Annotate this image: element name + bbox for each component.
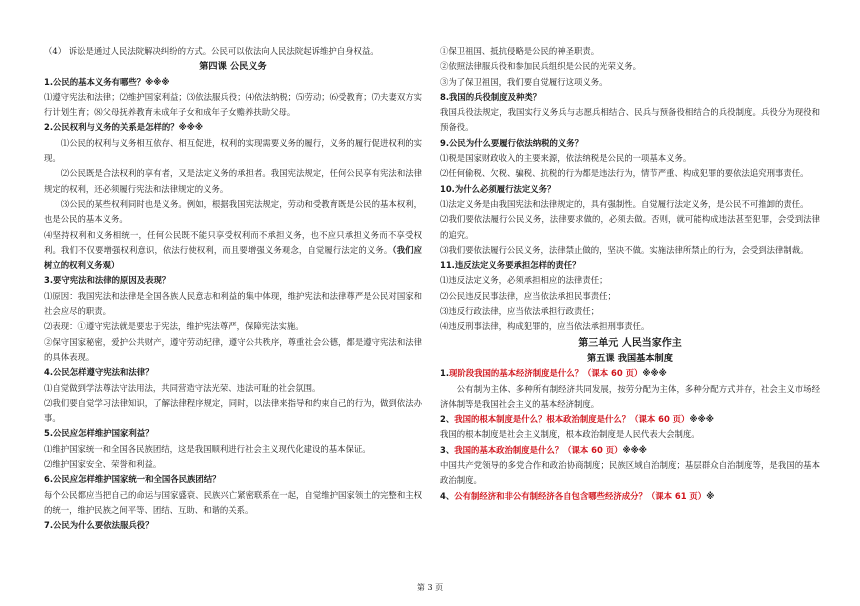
paragraph-text: 我国的根本制度是社会主义制度，根本政治制度是人民代表大会制度。 <box>440 429 700 440</box>
paragraph <box>440 273 820 288</box>
question-number: 3、 <box>440 444 455 455</box>
section-heading: 第四课 公民义务 <box>199 61 267 73</box>
paragraph-text: ⑴遵守宪法和法律；⑵维护国家利益；⑶依法服兵役；⑷依法纳税；⑸劳动；⑹受教育；⑺夫妻双方实行计划生育；⑻父母抚养教育未成年子女和成年子女赡养扶助父母。 <box>44 91 422 118</box>
paragraph-text: ⑵任何偷税、欠税、骗税、抗税的行为都是违法行为，情节严重、构成犯罪的要依法追究刑事责任。 <box>440 168 809 179</box>
paragraph-text: ⑵我们要自觉学习法律知识，了解法律程序规定，同时，以法律来指导和约束自己的行为，做到依法办事。 <box>44 397 422 424</box>
importance-stars: ※※※ <box>689 414 714 425</box>
key-question <box>440 412 820 427</box>
paragraph <box>440 75 820 90</box>
importance-stars: ※※※ <box>622 444 647 455</box>
paragraph <box>44 44 422 59</box>
paragraph <box>44 488 422 519</box>
paragraph <box>440 212 820 243</box>
paragraph-text: （4） 诉讼是通过人民法院解决纠纷的方式。公民可以依法向人民法院起诉维护自身权益。 <box>44 46 379 56</box>
paragraph-text: ⑴原因：我国宪法和法律是全国各族人民意志和利益的集中体现，维护宪法和法律尊严是公民对国家和社会应尽的职责。 <box>44 290 422 317</box>
paragraph <box>440 427 820 442</box>
paragraph <box>440 304 820 319</box>
question-heading: 4.公民怎样遵守宪法和法律？ <box>44 367 154 378</box>
paragraph <box>44 166 422 197</box>
paragraph <box>44 228 422 274</box>
importance-stars: ※※※ <box>642 368 667 379</box>
paragraph-text: ⑴违反法定义务，必须承担相应的法律责任； <box>440 275 608 286</box>
paragraph-text: ⑶违反行政法律，应当依法承担行政责任； <box>440 306 600 317</box>
question-heading: 7.公民为什么要依法服兵役？ <box>44 520 154 531</box>
question-heading: 5.公民应怎样维护国家利益？ <box>44 428 154 439</box>
page-number: 第 3 页 <box>416 583 444 592</box>
paragraph <box>44 457 422 472</box>
question-heading: 9.公民为什么要履行依法纳税的义务？ <box>440 137 584 148</box>
paragraph-text: ⑴自觉做到学法尊法守法用法，共同营造守法光荣、违法可耻的社会氛围。 <box>44 382 321 393</box>
question-number: 4、 <box>440 490 455 501</box>
paragraph-text: ③为了保卫祖国，我们要自觉履行这项义务。 <box>440 76 608 87</box>
unit-heading: 第三单元 人民当家作主 <box>578 337 682 349</box>
paragraph <box>440 458 820 489</box>
paragraph-text: 每个公民都应当把自己的命运与国家盛衰、民族兴亡紧密联系在一起，自觉维护国家领土的完整和主权的统一，维护民族之间平等、团结、互助、和谐的关系。 <box>44 489 422 515</box>
paragraph-text: ⑴税是国家财政收入的主要来源，依法纳税是公民的一项基本义务。 <box>440 153 692 164</box>
paragraph-text: 我国兵役法规定，我国实行义务兵与志愿兵相结合、民兵与预备役相结合的兵役制度。兵役分为现役和预备役。 <box>440 107 820 133</box>
paragraph-text: ⑶我们要依法履行公民义务，法律禁止做的，坚决不做。实施法律所禁止的行为，会受到法律制裁。 <box>440 244 809 255</box>
paragraph-text: ②依照法律服兵役和参加民兵组织是公民的光荣义务。 <box>440 61 641 72</box>
paragraph <box>440 382 820 413</box>
paragraph-text: 公有制为主体、多种所有制经济共同发展，按劳分配为主体，多种分配方式并存，社会主义市场经济体制等是我国社会主义的基本经济制度。 <box>440 383 820 409</box>
question-text: 公有制经济和非公有制经济各自包含哪些经济成分？（课本 61 页） <box>454 490 707 501</box>
paragraph <box>44 381 422 396</box>
paragraph <box>44 396 422 427</box>
question-number: 1. <box>440 368 450 379</box>
paragraph <box>44 136 422 167</box>
paragraph <box>440 319 820 334</box>
paragraph-text: ⑵表现：①遵守宪法就是要忠于宪法，维护宪法尊严，保障宪法实施。 <box>44 321 304 332</box>
paragraph-text: ⑷坚持权利和义务相统一，任何公民既不能只享受权利而不承担义务，也不应只承担义务而不享受权利。我们不仅要增强权利意识，依法行使权利，而且要增强义务观念，自觉履行法定的义务。 <box>44 229 422 255</box>
paragraph <box>440 197 820 212</box>
paragraph <box>44 197 422 228</box>
paragraph <box>440 151 820 166</box>
paragraph-text: ⑶公民的某些权利同时也是义务。例如，根据我国宪法规定，劳动和受教育既是公民的基本权利，也是公民的基本义务。 <box>44 198 422 225</box>
paragraph <box>440 166 820 181</box>
paragraph <box>440 289 820 304</box>
paragraph <box>440 105 820 136</box>
key-question <box>440 443 820 458</box>
question-text: 现阶段我国的基本经济制度是什么？（课本 60 页） <box>449 368 643 379</box>
emphasis-note: （我们应树立的权利义务观） <box>44 244 422 271</box>
paragraph <box>44 289 422 320</box>
question-heading: 11.违反法定义务要承担怎样的责任？ <box>440 260 581 271</box>
question-text: 我国的基本政治制度是什么？（课本 60 页） <box>454 444 623 455</box>
paragraph <box>440 243 820 258</box>
paragraph-text: ②保守国家秘密，爱护公共财产，遵守劳动纪律，遵守公共秩序，尊重社会公德，都是遵守宪法和法律的具体表现。 <box>44 336 422 362</box>
paragraph-text: 中国共产党领导的多党合作和政治协商制度；民族区域自治制度；基层群众自治制度等，是我国的基本政治制度。 <box>440 460 820 486</box>
paragraph <box>440 44 820 59</box>
paragraph <box>44 335 422 366</box>
importance-stars: ※ <box>706 490 715 501</box>
paragraph <box>44 319 422 334</box>
paragraph-text: ⑴公民的权利与义务相互依存、相互促进，权利的实现需要义务的履行，义务的履行促进权利的实现。 <box>44 137 422 164</box>
question-heading: 3.要守宪法和法律的原因及表现？ <box>44 275 171 286</box>
paragraph-text: ⑵公民违反民事法律，应当依法承担民事责任； <box>440 290 616 301</box>
paragraph-text: ⑵公民既是合法权利的享有者，又是法定义务的承担者。我国宪法规定，任何公民享有宪法和法律规定的权利，还必须履行宪法和法律规定的义务。 <box>44 168 422 194</box>
section-heading: 第五课 我国基本制度 <box>587 352 673 364</box>
paragraph <box>44 442 422 457</box>
paragraph-text: ⑴法定义务是由我国宪法和法律规定的，具有强制性。自觉履行法定义务，是公民不可推卸的责任。 <box>440 198 809 209</box>
question-heading: 1.公民的基本义务有哪些？※※※ <box>44 76 170 87</box>
paragraph-text: ⑵维护国家安全、荣誉和利益。 <box>44 459 162 470</box>
question-text: 我国的根本制度是什么？根本政治制度是什么？（课本 60 页） <box>454 414 690 425</box>
paragraph <box>440 59 820 74</box>
question-number: 2、 <box>440 414 455 425</box>
key-question <box>440 489 820 504</box>
left-column <box>44 44 422 534</box>
paragraph-text: ⑴维护国家统一和全国各民族团结，这是我国顺利进行社会主义现代化建设的基本保证。 <box>44 443 371 454</box>
paragraph-text: ⑷违反刑事法律，构成犯罪的，应当依法承担刑事责任。 <box>440 321 650 332</box>
question-heading: 10.为什么必须履行法定义务？ <box>440 183 556 194</box>
key-question <box>440 366 820 381</box>
question-heading: 2.公民权利与义务的关系是怎样的？※※※ <box>44 122 204 133</box>
paragraph-text: ①保卫祖国、抵抗侵略是公民的神圣职责。 <box>440 46 600 56</box>
paragraph <box>44 90 422 121</box>
question-heading: 6.公民应怎样维护国家统一和全国各民族团结？ <box>44 474 221 485</box>
right-column <box>440 44 820 504</box>
paragraph-text: ⑵我们要依法履行公民义务，法律要求做的，必须去做。否则，就可能构成违法甚至犯罪，会受到法律的追究。 <box>440 214 820 240</box>
question-heading: 8.我国的兵役制度及种类？ <box>440 91 542 102</box>
